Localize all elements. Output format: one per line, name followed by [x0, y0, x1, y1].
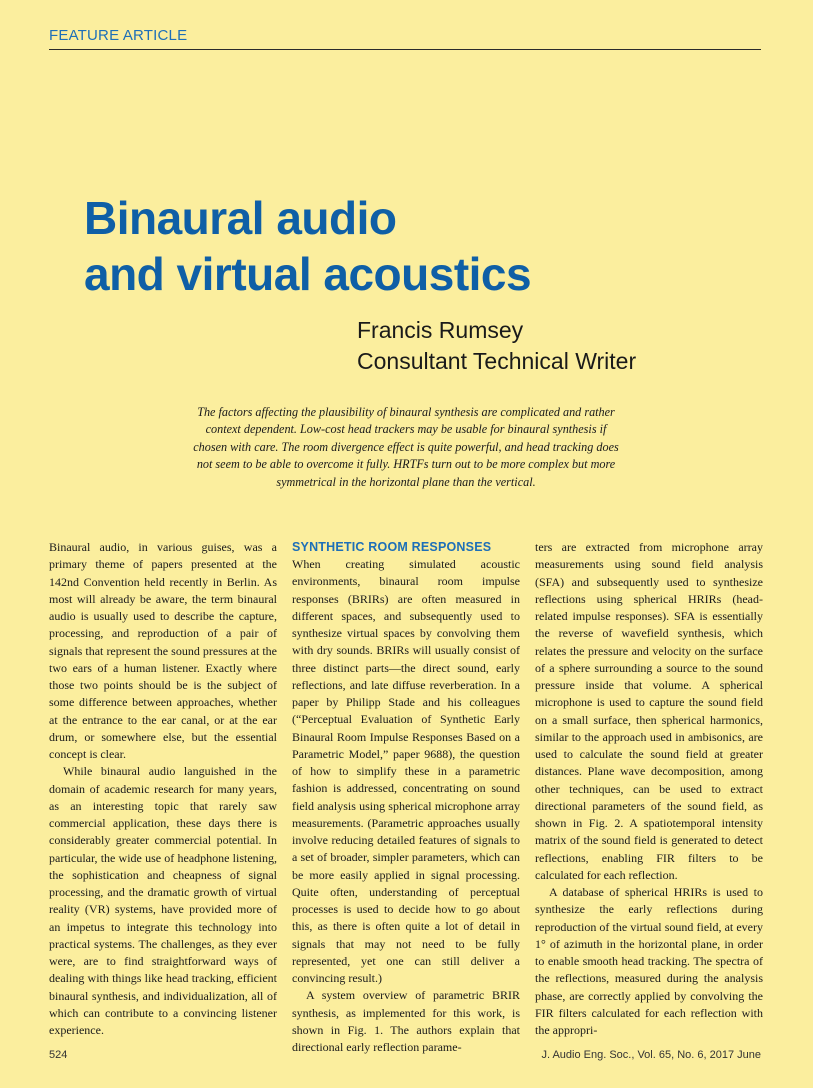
title-line-2: and virtual acoustics [84, 248, 532, 300]
section-label: FEATURE ARTICLE [49, 27, 188, 44]
body-column-1 [49, 539, 277, 1039]
paragraph: Binaural audio, in various guises, was a primary theme of papers presented at the 142nd Convention held recently in Berlin. As most will already be aware, the term binaural audio is usually used to describe the capture, processing, and reproduction of a pair of signals that represent the sound pressures at the two ears of a human listener. Exactly where those two points should be is the subject of some difference between approaches, whether at the entrance to the ear canal, or at the ear drum, or somewhere else, but the essential concept is clear. [49, 540, 277, 761]
paragraph: ters are extracted from microphone array measurements using sound field analysis (SFA) and subsequently used to synthesize reflections using spherical HRIRs (head-related impulse responses). SFA is essentially the reverse of wavefield synthesis, which relates the pressure and velocity on the surface of a sphere surrounding a source to the sound pressure inside that volume. A spherical microphone is used to capture the sound field on a small surface, then spherical harmonics, similar to the approach used in ambisonics, are used to calculate the sound field at greater distances. Plane wave decomposition, among other techniques, can be used to extract directional parameters of the sound field, as shown in Fig. 2. A spatiotemporal intensity matrix of the sound field is generated to detect reflections, enabling FIR filters to be calculated for each reflection. [535, 540, 763, 882]
author-block [357, 315, 636, 377]
paragraph: When creating simulated acoustic environments, binaural room impulse responses (BRIRs) are often measured in different spaces, and subsequently used to synthesize virtual spaces by convolving them with dry sounds. BRIRs will usually consist of three distinct parts—the direct sound, early reflections, and late diffuse reverberation. In a paper by Philipp Stade and his colleagues (“Perceptual Evaluation of Synthetic Early Binaural Room Impulse Responses Based on a Parametric Model,” paper 9688), the question of how to simplify these in a parametric fashion is addressed, concentrating on sound field analysis using spherical microphone array measurements. (Parametric approaches usually involve reducing detailed features of signals to a set of broader, simpler parameters, which can be more easily applied in signal processing. Quite often, understanding of perceptual processes is used to decide how to go about this, as there is often quite a lot of detail in signals that may not need to be fully represented, yet one can still deliver a convincing result.) [292, 557, 520, 985]
paragraph: While binaural audio languished in the domain of academic research for many years, as an interesting topic that rarely saw commercial application, these days there is considerably greater commercial potential. In particular, the wide use of headphone listening, the sophistication and cheapness of signal processing, and the dramatic growth of virtual reality (VR) systems, have provided more of an impetus to integrate this technology into practical systems. The challenges, as they ever were, are to find straightforward ways of dealing with things like head tracking, efficient binaural synthesis, and individualization, all of which can contribute to a convincing listener experience. [49, 764, 277, 1037]
journal-citation: J. Audio Eng. Soc., Vol. 65, No. 6, 2017 June [541, 1049, 761, 1061]
section-heading: SYNTHETIC ROOM RESPONSES [292, 540, 492, 554]
author-name: Francis Rumsey [357, 317, 524, 343]
abstract: The factors affecting the plausibility of binaural synthesis are complicated and rather context dependent. Low-cost head trackers may be usable for binaural synthesis if chosen with care. The room divergence effect is quite powerful, and head tracking does not seem to be able to overcome it fully. HRTFs turn out to be more complex but more symmetrical in the horizontal plane than the vertical. [193, 405, 619, 489]
paragraph: A database of spherical HRIRs is used to synthesize the early reflections during reproduction of the virtual sound field, at every 1° of azimuth in the horizontal plane, in order to enable smooth head tracking. The spectra of the reflections, measured during the analysis phase, are correctly applied by convolving the FIR filters calculated for each reflection with the appropri- [535, 885, 763, 1037]
header-rule [49, 49, 761, 50]
body-column-2 [292, 539, 520, 1056]
author-role: Consultant Technical Writer [357, 348, 637, 374]
page-number: 524 [49, 1049, 68, 1061]
article-title [84, 190, 531, 302]
paragraph: A system overview of parametric BRIR synthesis, as implemented for this work, is shown in Fig. 1. The authors explain that directional early reflection parame- [292, 988, 520, 1054]
body-column-3 [535, 539, 763, 1039]
title-line-1: Binaural audio [84, 192, 397, 244]
